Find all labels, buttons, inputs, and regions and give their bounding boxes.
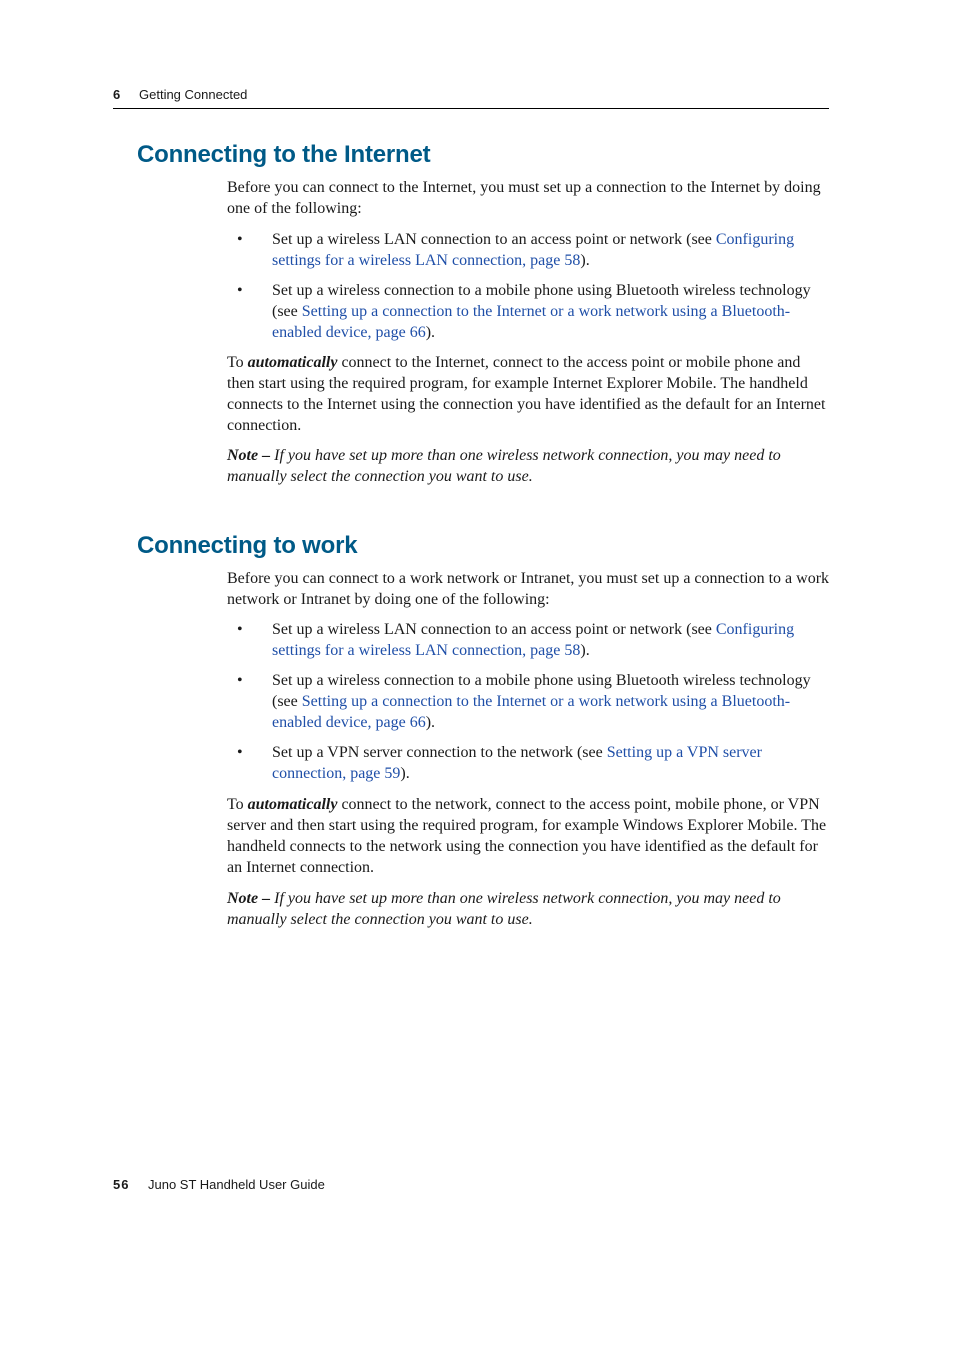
cross-reference-link[interactable]: Configuring settings for a wireless LAN connection, page 58 (272, 231, 795, 269)
cross-reference-link[interactable]: Setting up a connection to the Internet or a work network using a Bluetooth-enabled device, page 66 (272, 693, 791, 731)
list-item (227, 280, 831, 343)
bullet-icon: • (237, 621, 243, 638)
list-item-text: ). (425, 324, 436, 341)
section-heading-work: Connecting to work (137, 532, 358, 559)
auto-connect-paragraph (227, 794, 831, 878)
note-text: If you have set up more than one wireless network connection, you may need to manually select the connection you want to use. (227, 447, 781, 485)
note-paragraph (227, 888, 831, 930)
list-item-text: Set up a wireless LAN connection to an access point or network (see (272, 621, 716, 638)
intro-paragraph: Before you can connect to the Internet, you must set up a connection to the Internet by doing one of the following: (227, 179, 821, 217)
list-item-text: ). (580, 642, 590, 659)
intro-paragraph: Before you can connect to a work network or Intranet, you must set up a connection to a work network or Intranet by doing one of the following: (227, 570, 830, 608)
paragraph-text: connect to the network, connect to the access point, mobile phone, or VPN server and then start using the required program, for example Windows Explorer Mobile. The handheld connects to the network using the connection you have identified as the default for an Internet connection. (227, 796, 827, 876)
bullet-icon: • (237, 231, 243, 248)
cross-reference-link[interactable]: Setting up a VPN server connection, page 59 (272, 744, 762, 782)
list-item-text: Set up a wireless connection to a mobile phone using Bluetooth wireless technology (see (272, 672, 811, 710)
section-heading-internet: Connecting to the Internet (137, 141, 431, 168)
list-item-text: ). (425, 714, 436, 731)
bullet-list (227, 619, 831, 784)
cross-reference-link[interactable]: Setting up a connection to the Internet or a work network using a Bluetooth-enabled device, page 66 (272, 303, 791, 341)
paragraph-text: To (227, 796, 248, 813)
emphasis-text: automatically (247, 354, 338, 371)
list-item (227, 742, 831, 784)
cross-reference-link[interactable]: Configuring settings for a wireless LAN connection, page 58 (272, 621, 795, 659)
running-header (113, 86, 829, 109)
list-item-text: Set up a wireless LAN connection to an access point or network (see (272, 231, 716, 248)
list-item (227, 670, 831, 733)
bullet-icon: • (237, 672, 243, 689)
section-body-internet (227, 177, 831, 487)
page-footer (113, 1176, 325, 1194)
bullet-list (227, 229, 831, 343)
list-item-text: Set up a VPN server connection to the network (see (272, 744, 607, 761)
list-item-text: Set up a wireless connection to a mobile phone using Bluetooth wireless technology (see (272, 282, 811, 320)
list-item-text: ). (400, 765, 410, 782)
section-body-work (227, 568, 831, 930)
note-label: Note – (227, 447, 271, 464)
chapter-title: Getting Connected (139, 87, 248, 102)
bullet-icon: • (237, 282, 243, 299)
list-item (227, 619, 831, 661)
note-text: If you have set up more than one wireless network connection, you may need to manually select the connection you want to use. (227, 890, 781, 928)
paragraph-text: connect to the Internet, connect to the access point or mobile phone and then start using the required program, for example Internet Explorer Mobile. The handheld connects to the Internet using the connection you have identified as the default for an Internet connection. (227, 354, 826, 434)
list-item (227, 229, 831, 271)
page-number: 56 (113, 1177, 130, 1192)
book-title: Juno ST Handheld User Guide (148, 1177, 325, 1192)
list-item-text: ). (580, 252, 590, 269)
note-label: Note – (227, 890, 271, 907)
bullet-icon: • (237, 744, 243, 761)
paragraph-text: To (227, 354, 248, 371)
auto-connect-paragraph (227, 352, 831, 436)
note-paragraph (227, 445, 831, 487)
chapter-number: 6 (113, 87, 121, 102)
emphasis-text: automatically (247, 796, 338, 813)
